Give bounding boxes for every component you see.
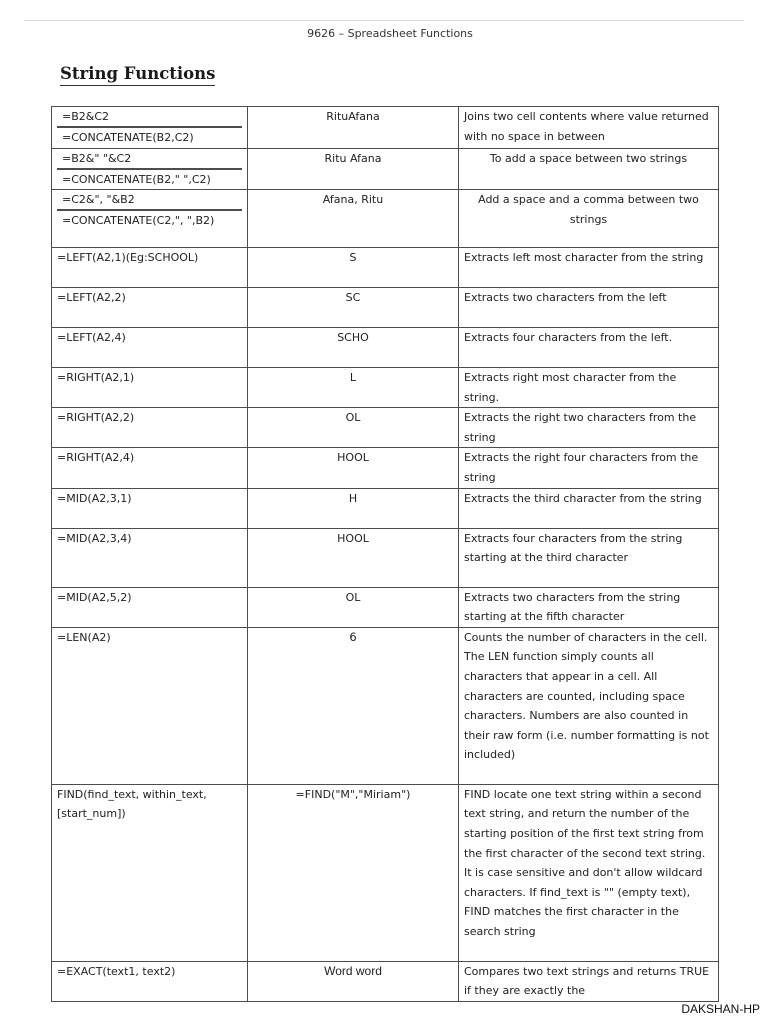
page-header-title: 9626 – Spreadsheet Functions	[307, 27, 473, 40]
table-row	[52, 488, 719, 528]
formula-cell: =MID(A2,5,2)	[52, 587, 248, 627]
result-cell: RituAfana	[248, 107, 459, 149]
formula-cell	[52, 190, 248, 248]
result-cell: Afana, Ritu	[248, 190, 459, 248]
table-row	[52, 328, 719, 368]
formula-line: =CONCATENATE(C2,", ",B2)	[62, 214, 215, 227]
result-cell: OL	[248, 587, 459, 627]
description-cell: Joins two cell contents where value returned with no space in between	[459, 107, 719, 149]
table-row	[52, 587, 719, 627]
formula-cell: =LEFT(A2,2)	[52, 288, 248, 328]
formula-line: =CONCATENATE(B2," ",C2)	[62, 173, 211, 186]
formula-cell: =MID(A2,3,4)	[52, 528, 248, 587]
formula-cell: =EXACT(text1, text2)	[52, 961, 248, 1001]
formula-cell: =LEN(A2)	[52, 627, 248, 784]
description-cell: Extracts the right four characters from the string	[459, 448, 719, 488]
description-cell: Extracts the right two characters from the string	[459, 408, 719, 448]
result-cell: 6	[248, 627, 459, 784]
footer-tag: DAKSHAN-HP	[681, 1002, 760, 1016]
formula-cell: =RIGHT(A2,1)	[52, 368, 248, 408]
table-row	[52, 149, 719, 190]
description-cell: Extracts two characters from the string starting at the fifth character	[459, 587, 719, 627]
result-cell: L	[248, 368, 459, 408]
formula-cell	[52, 107, 248, 149]
formula-cell: =LEFT(A2,1)(Eg:SCHOOL)	[52, 248, 248, 288]
table-row	[52, 961, 719, 1001]
result-cell: OL	[248, 408, 459, 448]
result-cell: Ritu Afana	[248, 149, 459, 190]
table-row	[52, 368, 719, 408]
table-row	[52, 248, 719, 288]
result-cell: SC	[248, 288, 459, 328]
formula-cell: =RIGHT(A2,4)	[52, 448, 248, 488]
formula-line: =B2&C2	[57, 107, 242, 128]
section-title: String Functions	[60, 64, 215, 86]
formula-cell: =LEFT(A2,4)	[52, 328, 248, 368]
result-cell: HOOL	[248, 448, 459, 488]
result-cell: SCHO	[248, 328, 459, 368]
result-cell: HOOL	[248, 528, 459, 587]
result-cell: S	[248, 248, 459, 288]
description-cell: Extracts left most character from the string	[459, 248, 719, 288]
table-row	[52, 528, 719, 587]
result-cell: Word word	[248, 961, 459, 1001]
description-cell: Extracts two characters from the left	[459, 288, 719, 328]
description-cell: Add a space and a comma between two strings	[459, 190, 719, 248]
table-row	[52, 784, 719, 961]
formula-line: =CONCATENATE(B2,C2)	[62, 131, 194, 144]
description-cell: FIND locate one text string within a second text string, and return the number of the starting position of the first text string from the first character of the second text string. It is case sensitive and don't allow wildcard characters. If find_text is "" (empty text), FIND matches the first character in the search string	[459, 784, 719, 961]
result-cell: =FIND("M","Miriam")	[248, 784, 459, 961]
formula-cell	[52, 149, 248, 190]
description-cell: Extracts four characters from the left.	[459, 328, 719, 368]
table-row	[52, 627, 719, 784]
table-row	[52, 107, 719, 149]
description-cell: Extracts right most character from the string.	[459, 368, 719, 408]
formula-line: =B2&" "&C2	[57, 149, 242, 170]
table-row	[52, 190, 719, 248]
description-cell: To add a space between two strings	[459, 149, 719, 190]
formula-line: =C2&", "&B2	[57, 190, 242, 211]
string-functions-table	[51, 106, 719, 1002]
result-cell: H	[248, 488, 459, 528]
formula-cell: =MID(A2,3,1)	[52, 488, 248, 528]
description-cell: Extracts the third character from the string	[459, 488, 719, 528]
formula-cell: =RIGHT(A2,2)	[52, 408, 248, 448]
table-row	[52, 448, 719, 488]
formula-cell: FIND(find_text, within_text, [start_num])	[52, 784, 248, 961]
description-cell: Compares two text strings and returns TRUE if they are exactly the	[459, 961, 719, 1001]
table-row	[52, 408, 719, 448]
table-row	[52, 288, 719, 328]
description-cell: Extracts four characters from the string starting at the third character	[459, 528, 719, 587]
header-rule	[24, 20, 744, 21]
description-cell: Counts the number of characters in the cell. The LEN function simply counts all characters that appear in a cell. All characters are counted, including space characters. Numbers are also counted in their raw form (i.e. number formatting is not included)	[459, 627, 719, 784]
